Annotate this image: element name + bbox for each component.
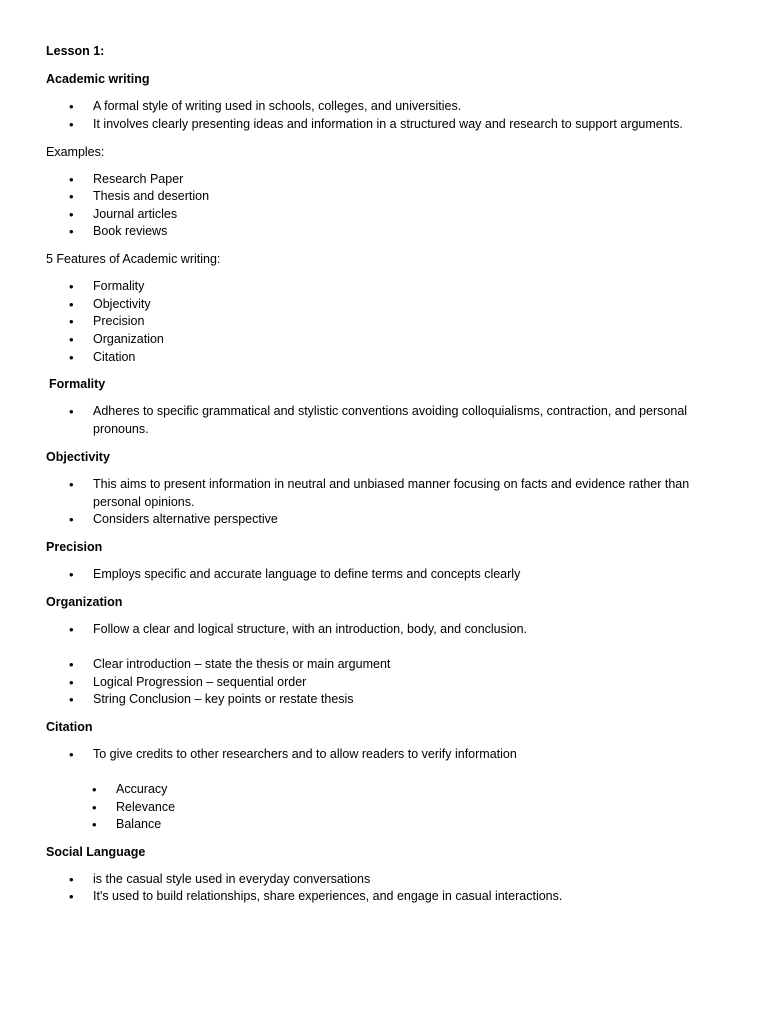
list-item: • String Conclusion – key points or restate thesis: [69, 692, 354, 707]
bullet-icon: •: [69, 314, 74, 329]
bullet-icon: •: [69, 512, 74, 527]
list-item: • It's used to build relationships, share experiences, and engage in casual interactions.: [69, 889, 563, 904]
bullet-icon: •: [69, 747, 74, 762]
list-item: • Thesis and desertion: [69, 189, 210, 204]
list-item: • Logical Progression – sequential order: [69, 675, 307, 690]
list-item: • Formality: [69, 279, 145, 294]
bullet-icon: •: [69, 657, 74, 672]
list-item: • Accuracy: [92, 782, 168, 797]
list-item: • Citation: [69, 350, 136, 365]
formality-heading: Formality: [49, 377, 106, 391]
bullet-icon: •: [69, 872, 74, 887]
bullet-icon: •: [69, 567, 74, 582]
list-item: • Adheres to specific grammatical and stylistic conventions avoiding colloquialisms, contraction, and personal pronouns.: [69, 404, 688, 436]
list-item: • Organization: [69, 332, 164, 347]
list-item: • Precision: [69, 314, 145, 329]
bullet-icon: •: [92, 800, 97, 815]
bullet-icon: •: [69, 99, 74, 114]
list-item: • Balance: [92, 817, 162, 832]
list-item: • Follow a clear and logical structure, with an introduction, body, and conclusion.: [69, 622, 528, 637]
bullet-icon: •: [69, 189, 74, 204]
list-item: • This aims to present information in neutral and unbiased manner focusing on facts and evidence rather than personal opinions.: [69, 477, 690, 509]
list-item: • Employs specific and accurate language to define terms and concepts clearly: [69, 567, 521, 582]
bullet-icon: •: [69, 224, 74, 239]
list-item: • Research Paper: [69, 172, 184, 187]
organization-heading: Organization: [46, 595, 123, 609]
bullet-icon: •: [69, 404, 74, 419]
academic-writing-heading: Academic writing: [46, 72, 150, 86]
list-item: • is the casual style used in everyday conversations: [69, 872, 371, 887]
bullet-icon: •: [69, 675, 74, 690]
bullet-icon: •: [69, 477, 74, 492]
citation-heading: Citation: [46, 720, 93, 734]
list-item: • Journal articles: [69, 207, 178, 222]
bullet-icon: •: [69, 279, 74, 294]
bullet-icon: •: [69, 117, 74, 132]
objectivity-heading: Objectivity: [46, 450, 110, 464]
list-item: • Considers alternative perspective: [69, 512, 278, 527]
bullet-icon: •: [69, 172, 74, 187]
list-item: • Relevance: [92, 800, 176, 815]
lesson-title: Lesson 1:: [46, 44, 105, 58]
examples-heading: Examples:: [46, 145, 105, 159]
bullet-icon: •: [69, 297, 74, 312]
bullet-icon: •: [92, 782, 97, 797]
list-item: • Objectivity: [69, 297, 151, 312]
bullet-icon: •: [69, 332, 74, 347]
list-item: • It involves clearly presenting ideas and information in a structured way and research to support arguments.: [69, 117, 683, 132]
list-item: • A formal style of writing used in schools, colleges, and universities.: [69, 99, 462, 114]
bullet-icon: •: [69, 889, 74, 904]
list-item: • To give credits to other researchers and to allow readers to verify information: [69, 747, 517, 762]
features-heading: 5 Features of Academic writing:: [46, 252, 221, 266]
list-item: • Clear introduction – state the thesis or main argument: [69, 657, 391, 672]
social-language-heading: Social Language: [46, 845, 146, 859]
bullet-icon: •: [69, 207, 74, 222]
precision-heading: Precision: [46, 540, 103, 554]
bullet-icon: •: [92, 817, 97, 832]
bullet-icon: •: [69, 350, 74, 365]
bullet-icon: •: [69, 622, 74, 637]
list-item: • Book reviews: [69, 224, 168, 239]
bullet-icon: •: [69, 692, 74, 707]
